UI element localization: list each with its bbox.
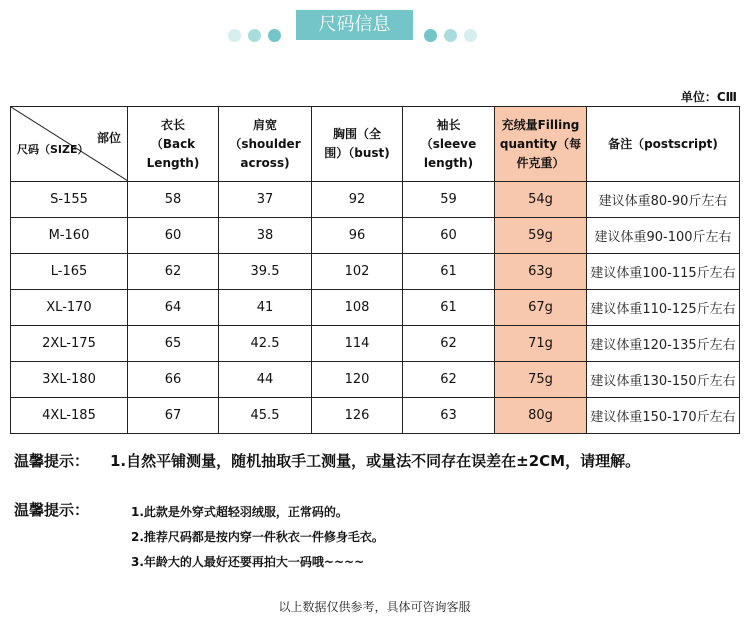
table-cell: 67 [128,398,219,434]
table-cell: 96 [312,218,403,254]
table-cell: 62 [403,362,495,398]
table-row [11,290,740,326]
unit-label: 单位：CⅢ [680,90,737,104]
table-cell: 58 [128,182,219,218]
size-cell: XL-170 [11,290,128,326]
decor-dot [424,29,437,42]
table-cell: 62 [128,254,219,290]
filling-cell: 59g [495,218,587,254]
corner-cell [11,107,128,182]
header-cell: 充绒量Filling quantity（每 件克重） [495,107,587,182]
table-cell: 44 [219,362,312,398]
size-cell: L-165 [11,254,128,290]
table-cell: 59 [403,182,495,218]
table-cell: 41 [219,290,312,326]
size-cell: 3XL-180 [11,362,128,398]
table-cell: 38 [219,218,312,254]
filling-cell: 67g [495,290,587,326]
header-cell: 衣长 （Back Length) [128,107,219,182]
table-cell: 65 [128,326,219,362]
footer-note: 以上数据仅供参考，具体可咨询客服 [278,600,471,614]
header-cell: 备注（postscript) [587,107,740,182]
table-cell: 61 [403,254,495,290]
table-row [11,326,740,362]
page-title: 尺码信息 [296,10,413,40]
size-cell: S-155 [11,182,128,218]
note-cell: 建议体重120-135斤左右 [587,326,740,362]
table-row [11,182,740,218]
table-cell: 66 [128,362,219,398]
tip-list [131,500,384,575]
note-cell: 建议体重80-90斤左右 [587,182,740,218]
table-cell: 60 [403,218,495,254]
header-cell: 胸围（全 围）（bust) [312,107,403,182]
decor-dot [268,29,281,42]
corner-bottom-label: 尺码（SIZE） [17,143,89,156]
table-row [11,254,740,290]
filling-cell: 80g [495,398,587,434]
table-cell: 108 [312,290,403,326]
tip-measurement [14,450,641,471]
filling-cell: 54g [495,182,587,218]
size-cell: M-160 [11,218,128,254]
decor-dot [464,29,477,42]
list-item: 2.推荐尺码都是按内穿一件秋衣一件修身毛衣。 [131,530,384,544]
table-cell: 92 [312,182,403,218]
table-row [11,218,740,254]
size-cell: 4XL-185 [11,398,128,434]
table-cell: 45.5 [219,398,312,434]
note-cell: 建议体重130-150斤左右 [587,362,740,398]
table-cell: 63 [403,398,495,434]
table-cell: 62 [403,326,495,362]
header-cell: 肩宽 （shoulder across) [219,107,312,182]
filling-cell: 71g [495,326,587,362]
table-cell: 102 [312,254,403,290]
note-cell: 建议体重100-115斤左右 [587,254,740,290]
tip-label: 温馨提示： [14,501,90,519]
list-item: 3.年龄大的人最好还要再拍大一码哦~~~~ [131,555,365,569]
table-cell: 37 [219,182,312,218]
table-row [11,398,740,434]
tip-text: 1.自然平铺测量，随机抽取手工测量，或量法不同存在误差在±2CM，请理解。 [110,452,641,470]
filling-cell: 75g [495,362,587,398]
tip-label: 温馨提示： [14,452,90,470]
size-table [10,106,740,434]
decor-dot [228,29,241,42]
table-row [11,362,740,398]
filling-cell: 63g [495,254,587,290]
corner-top-label: 部位 [96,131,121,145]
table-cell: 39.5 [219,254,312,290]
table-cell: 114 [312,326,403,362]
table-cell: 61 [403,290,495,326]
decor-dot [444,29,457,42]
table-cell: 126 [312,398,403,434]
header-cell: 袖长 （sleeve length) [403,107,495,182]
table-cell: 64 [128,290,219,326]
note-cell: 建议体重150-170斤左右 [587,398,740,434]
size-cell: 2XL-175 [11,326,128,362]
note-cell: 建议体重110-125斤左右 [587,290,740,326]
table-cell: 42.5 [219,326,312,362]
table-header-row [11,107,740,182]
note-cell: 建议体重90-100斤左右 [587,218,740,254]
list-item: 1.此款是外穿式超轻羽绒服，正常码的。 [131,505,348,519]
decor-dot [248,29,261,42]
table-cell: 120 [312,362,403,398]
table-cell: 60 [128,218,219,254]
